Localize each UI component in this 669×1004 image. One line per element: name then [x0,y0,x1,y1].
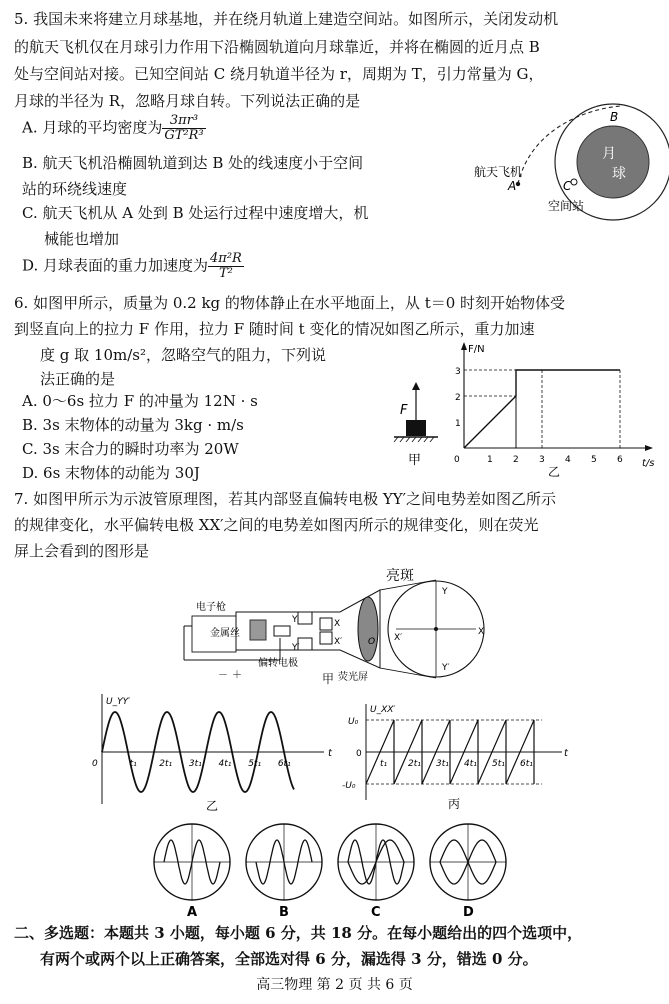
x-tick-label: t₁ [129,759,137,769]
deflect-label: 偏转电极 [258,658,298,669]
x-tick-label: 6t₁ [520,759,533,769]
x-tick-label: 3t₁ [436,759,449,769]
x-tick-label: 4 [565,455,571,465]
q7-line-3: 屏上会看到的图形是 [14,542,150,560]
q5-option-c-2: 械能也增加 [44,230,120,248]
x-tick-label: 2t₁ [408,759,421,769]
q6-option-b: B. 3s 末物体的动量为 3kg · m/s [22,416,244,434]
xp-electrode: X′ [334,637,343,647]
q5-line-2: 的航天飞机仅在月球引力作用下沿椭圆轨道向月球靠近，并将在椭圆的近月点 B [14,38,540,56]
y-tick-label: 2 [455,393,461,403]
q5-option-c-1: C. 航天飞机从 A 处到 B 处运行过程中速度增大，机 [22,204,369,222]
filament-label: 金属丝 [210,628,240,639]
q6-option-d: D. 6s 末物体的动能为 30J [22,464,200,482]
x-tick-label: 1 [487,455,493,465]
u0-label: U₀ [348,717,359,727]
q6-line-3: 度 g 取 10m/s²，忽略空气的阻力，下列说 [40,346,326,364]
x-tick-label: 5t₁ [492,759,505,769]
x-tick-label: 2t₁ [159,759,173,769]
label-a: A [508,179,517,193]
page-footer: 高三物理 第 2 页 共 6 页 [256,977,413,993]
minus-sign: － [218,670,228,681]
q6-line-4: 法正确的是 [40,370,116,388]
q6-line-1: 6. 如图甲所示，质量为 0.2 kg 的物体静止在水平地面上，从 t＝0 时刻开始物体受 [14,294,566,312]
y-electrode: Y [292,615,298,625]
q6-option-c: C. 3s 末合力的瞬时功率为 20W [22,440,239,458]
y-axis-label: U_YY′ [106,697,131,707]
q5-line-1: 5. 我国未来将建立月球基地，并在绕月轨道上建造空间站。如图所示，关闭发动机 [14,10,559,28]
y-arrow [461,342,467,350]
q6-fig-jia [392,380,442,470]
x-tick-label: 3t₁ [188,759,202,769]
q7-line-2: 的规律变化，水平偏转电极 XX′之间的电势差如图丙所示的规律变化，则在荧光 [14,516,539,534]
caption-yi: 乙 [206,799,219,813]
caption-q7-jia: 甲 [322,672,335,686]
force-label: F [400,403,408,418]
q5-line-4: 月球的半径为 R，忽略月球自转。下列说法正确的是 [14,92,361,110]
y-tick-label: 3 [455,367,461,377]
q5-option-a: A. 月球的平均密度为 $\frac{\text{3πr³}}{\text{GT²R³}}$ [22,113,204,143]
x-arrow [645,445,653,451]
section2-line-1: 二、多选题：本题共 3 小题，每小题 6 分，共 18 分。在每小题给出的四个选项中， [14,924,583,942]
neg-u0-label: -U₀ [342,781,356,791]
q7-fig-bing [340,700,570,810]
x-tick-label: 2 [513,455,519,465]
q7-answer-choices [150,818,510,918]
screen-yp: Y′ [442,663,450,673]
x-tick-label: 4t₁ [218,759,232,769]
x-tick-label: 5 [591,455,597,465]
x-tick-label: 6t₁ [277,759,291,769]
q6-chart [450,340,660,479]
caption-yi: 乙 [548,465,561,479]
q5-option-b-1: B. 航天飞机沿椭圆轨道到达 B 处的线速度小于空间 [22,154,364,172]
x-tick-label: 0 [92,759,98,769]
moon [577,126,649,198]
q5-orbit-figure [470,112,660,222]
spot-label: 亮斑 [386,568,414,584]
moon-label-1: 月 [602,146,616,162]
gun-label: 电子枪 [196,602,226,613]
moon-label-2: 球 [612,166,626,182]
screen-origin: O [368,637,376,647]
label-shuttle: 航天飞机 [474,165,523,179]
answer-label-c: C [371,905,381,920]
x-axis-label: t [564,748,568,759]
screen-label: 荧光屏 [338,672,368,683]
x-tick-label: t₁ [380,759,388,769]
x-tick-label: 3 [539,455,545,465]
yp-electrode: Y′ [292,643,300,653]
answer-label-a: A [187,905,198,920]
label-station: 空间站 [548,199,585,213]
q7-line-1: 7. 如图甲所示为示波管原理图，若其内部竖直偏转电极 YY′之间电势差如图乙所示 [14,490,557,508]
x-tick-label: 0 [454,455,460,465]
y-axis-label: U_XX′ [370,705,396,715]
x-axis-label: t/s [642,458,655,469]
q5-option-d: D. 月球表面的重力加速度为 $\frac{\text{4π²R}}{\text{T²}}$ [22,251,242,281]
x-tick-label: 6 [617,455,623,465]
q6-option-a: A. 0～6s 拉力 F 的冲量为 12N · s [22,392,258,410]
x-electrode: X [334,619,341,629]
label-c: C [563,179,572,193]
section2-line-2: 有两个或两个以上正确答案，全部选对得 6 分，漏选得 3 分，错选 0 分。 [40,950,538,968]
screen-y: Y [442,587,448,597]
x-tick-label: 5t₁ [248,759,262,769]
q5-line-3: 处与空间站对接。已知空间站 C 绕月轨道半径为 r，周期为 T，引力常量为 G， [14,65,544,83]
screen-x: X [478,627,485,637]
q6-line-2: 到竖直向上的拉力 F 作用，拉力 F 随时间 t 变化的情况如图乙所示，重力加速 [14,320,535,338]
block [406,420,426,436]
answer-label-d: D [463,905,474,920]
answer-label-b: B [279,905,289,920]
caption-jia: 甲 [408,453,422,468]
screen-xp: X′ [394,633,403,643]
zero-label: 0 [356,749,362,759]
y-axis-label: F/N [468,344,485,355]
x-axis-label: t [328,748,332,759]
y-tick-label: 1 [455,419,461,429]
q7-fig-yi [88,692,338,812]
plus-sign: ＋ [232,670,242,681]
x-tick-label: 4t₁ [464,759,477,769]
q7-fig-jia [180,568,490,688]
label-b: B [610,110,619,124]
q5-option-b-2: 站的环绕线速度 [22,180,128,198]
caption-bing: 丙 [448,797,461,811]
